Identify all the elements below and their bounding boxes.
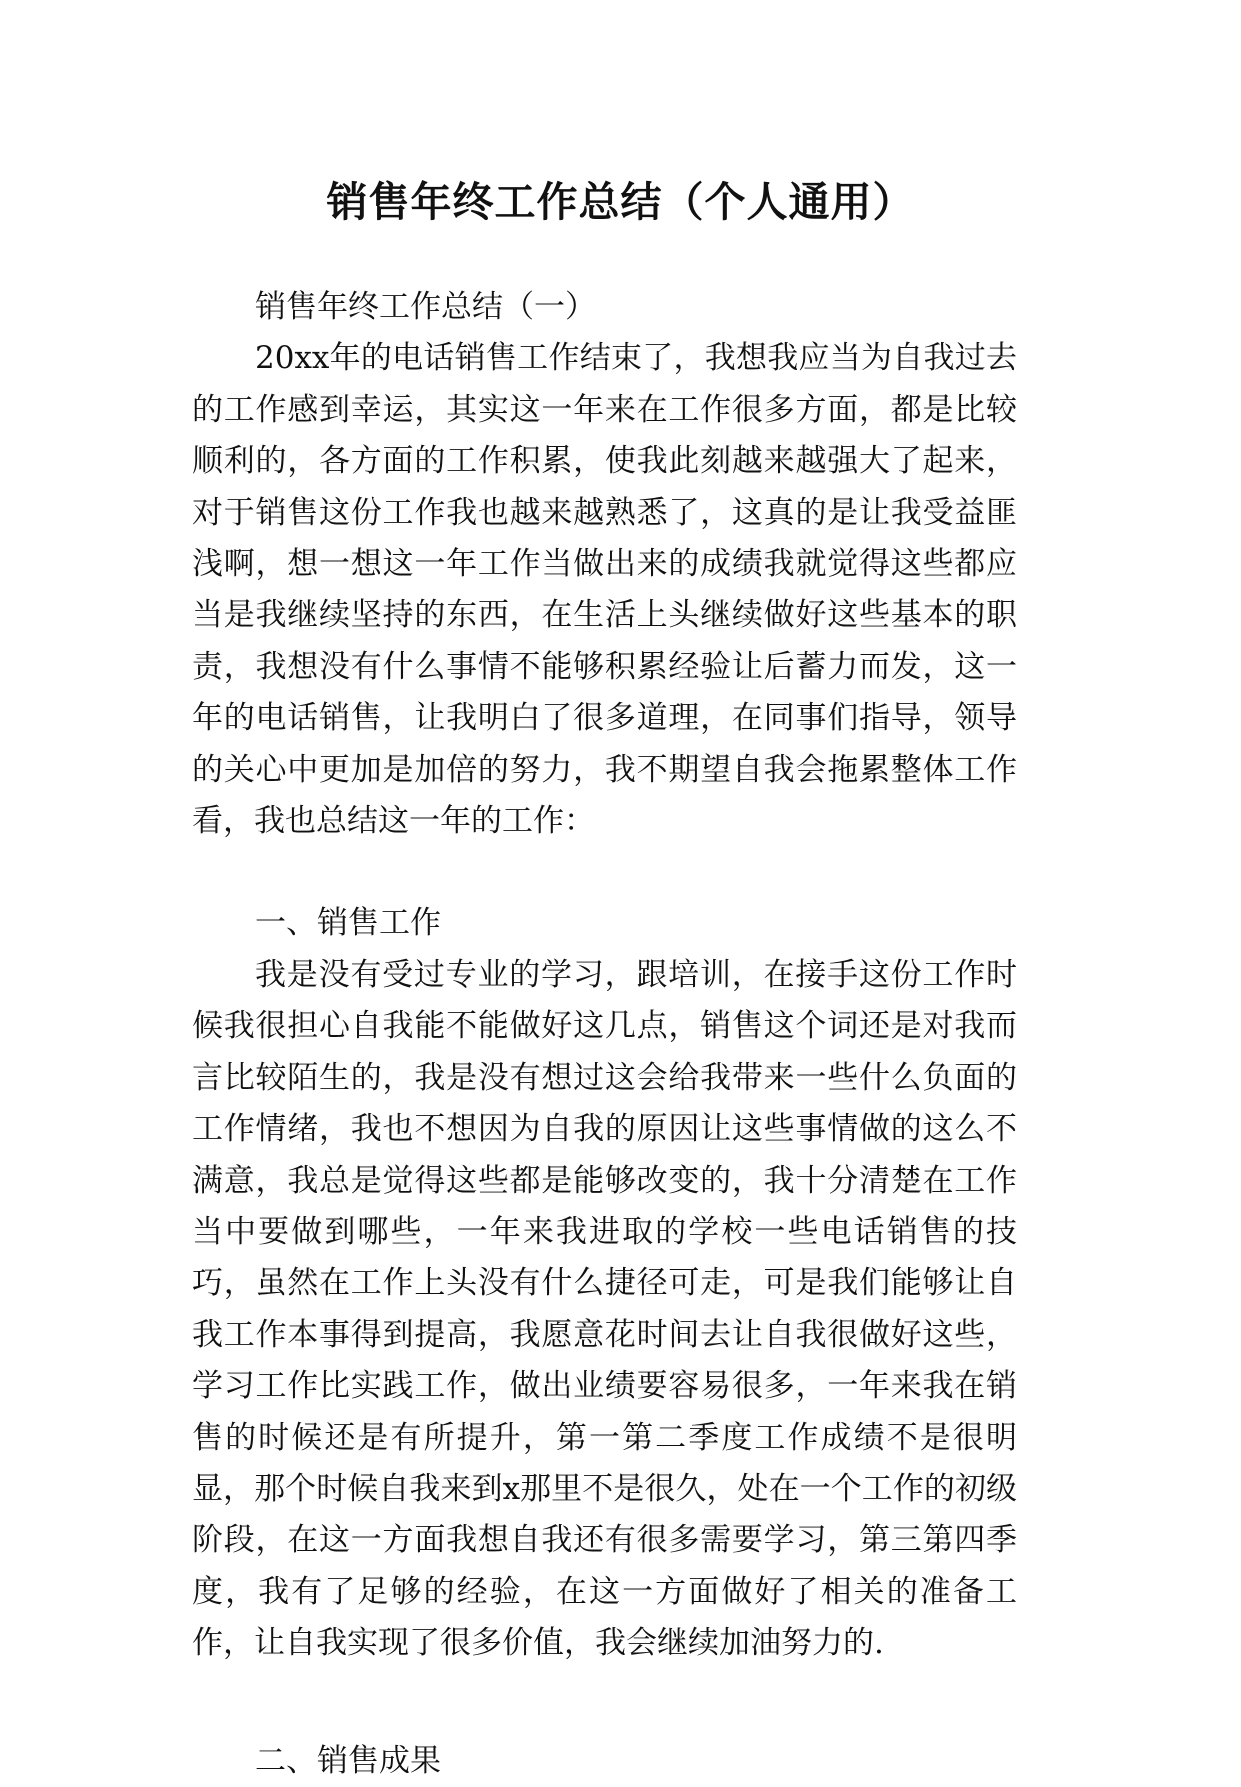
intro-paragraph: 20xx年的电话销售工作结束了，我想我应当为自我过去的工作感到幸运，其实这一年来在工作很多方面，都是比较顺利的，各方面的工作积累，使我此刻越来越强大了起来，对于销售这份工作我也越来越熟悉了，这真的是让我受益匪浅啊，想一想这一年工作当做出来的成绩我就觉得这些都应当是我继续坚持的东西，在生活上头继续做好这些基本的职责，我想没有什么事情不能够积累经验让后蓄力而发，这一年的电话销售，让我明白了很多道理，在同事们指导，领导的关心中更加是加倍的努力，我不期望自我会拖累整体工作看，我也总结这一年的工作： [192,340,1017,840]
section-heading-sales-results: 二、销售成果 [255,1742,441,1779]
section-heading-sales-work: 一、销售工作 [255,905,441,942]
document-title: 销售年终工作总结（个人通用） [326,178,915,226]
document-body [192,282,1017,1787]
section-paragraph-sales-work: 我是没有受过专业的学习，跟培训，在接手这份工作时候我很担心自我能不能做好这几点，销售这个词还是对我而言比较陌生的，我是没有想过这会给我带来一些什么负面的工作情绪，我也不想因为自我的原因让这些事情做的这么不满意，我总是觉得这些都是能够改变的，我十分清楚在工作当中要做到哪些，一年来我进取的学校一些电话销售的技巧，虽然在工作上头没有什么捷径可走，可是我们能够让自我工作本事得到提高，我愿意花时间去让自我很做好这些，学习工作比实践工作，做出业绩要容易很多，一年来我在销售的时候还是有所提升，第一第二季度工作成绩不是很明显，那个时候自我来到x那里不是很久，处在一个工作的初级阶段，在这一方面我想自我还有很多需要学习，第三第四季度，我有了足够的经验，在这一方面做好了相关的准备工作，让自我实现了很多价值，我会继续加油努力的. [192,956,1017,1662]
document-subtitle: 销售年终工作总结（一） [255,289,596,325]
